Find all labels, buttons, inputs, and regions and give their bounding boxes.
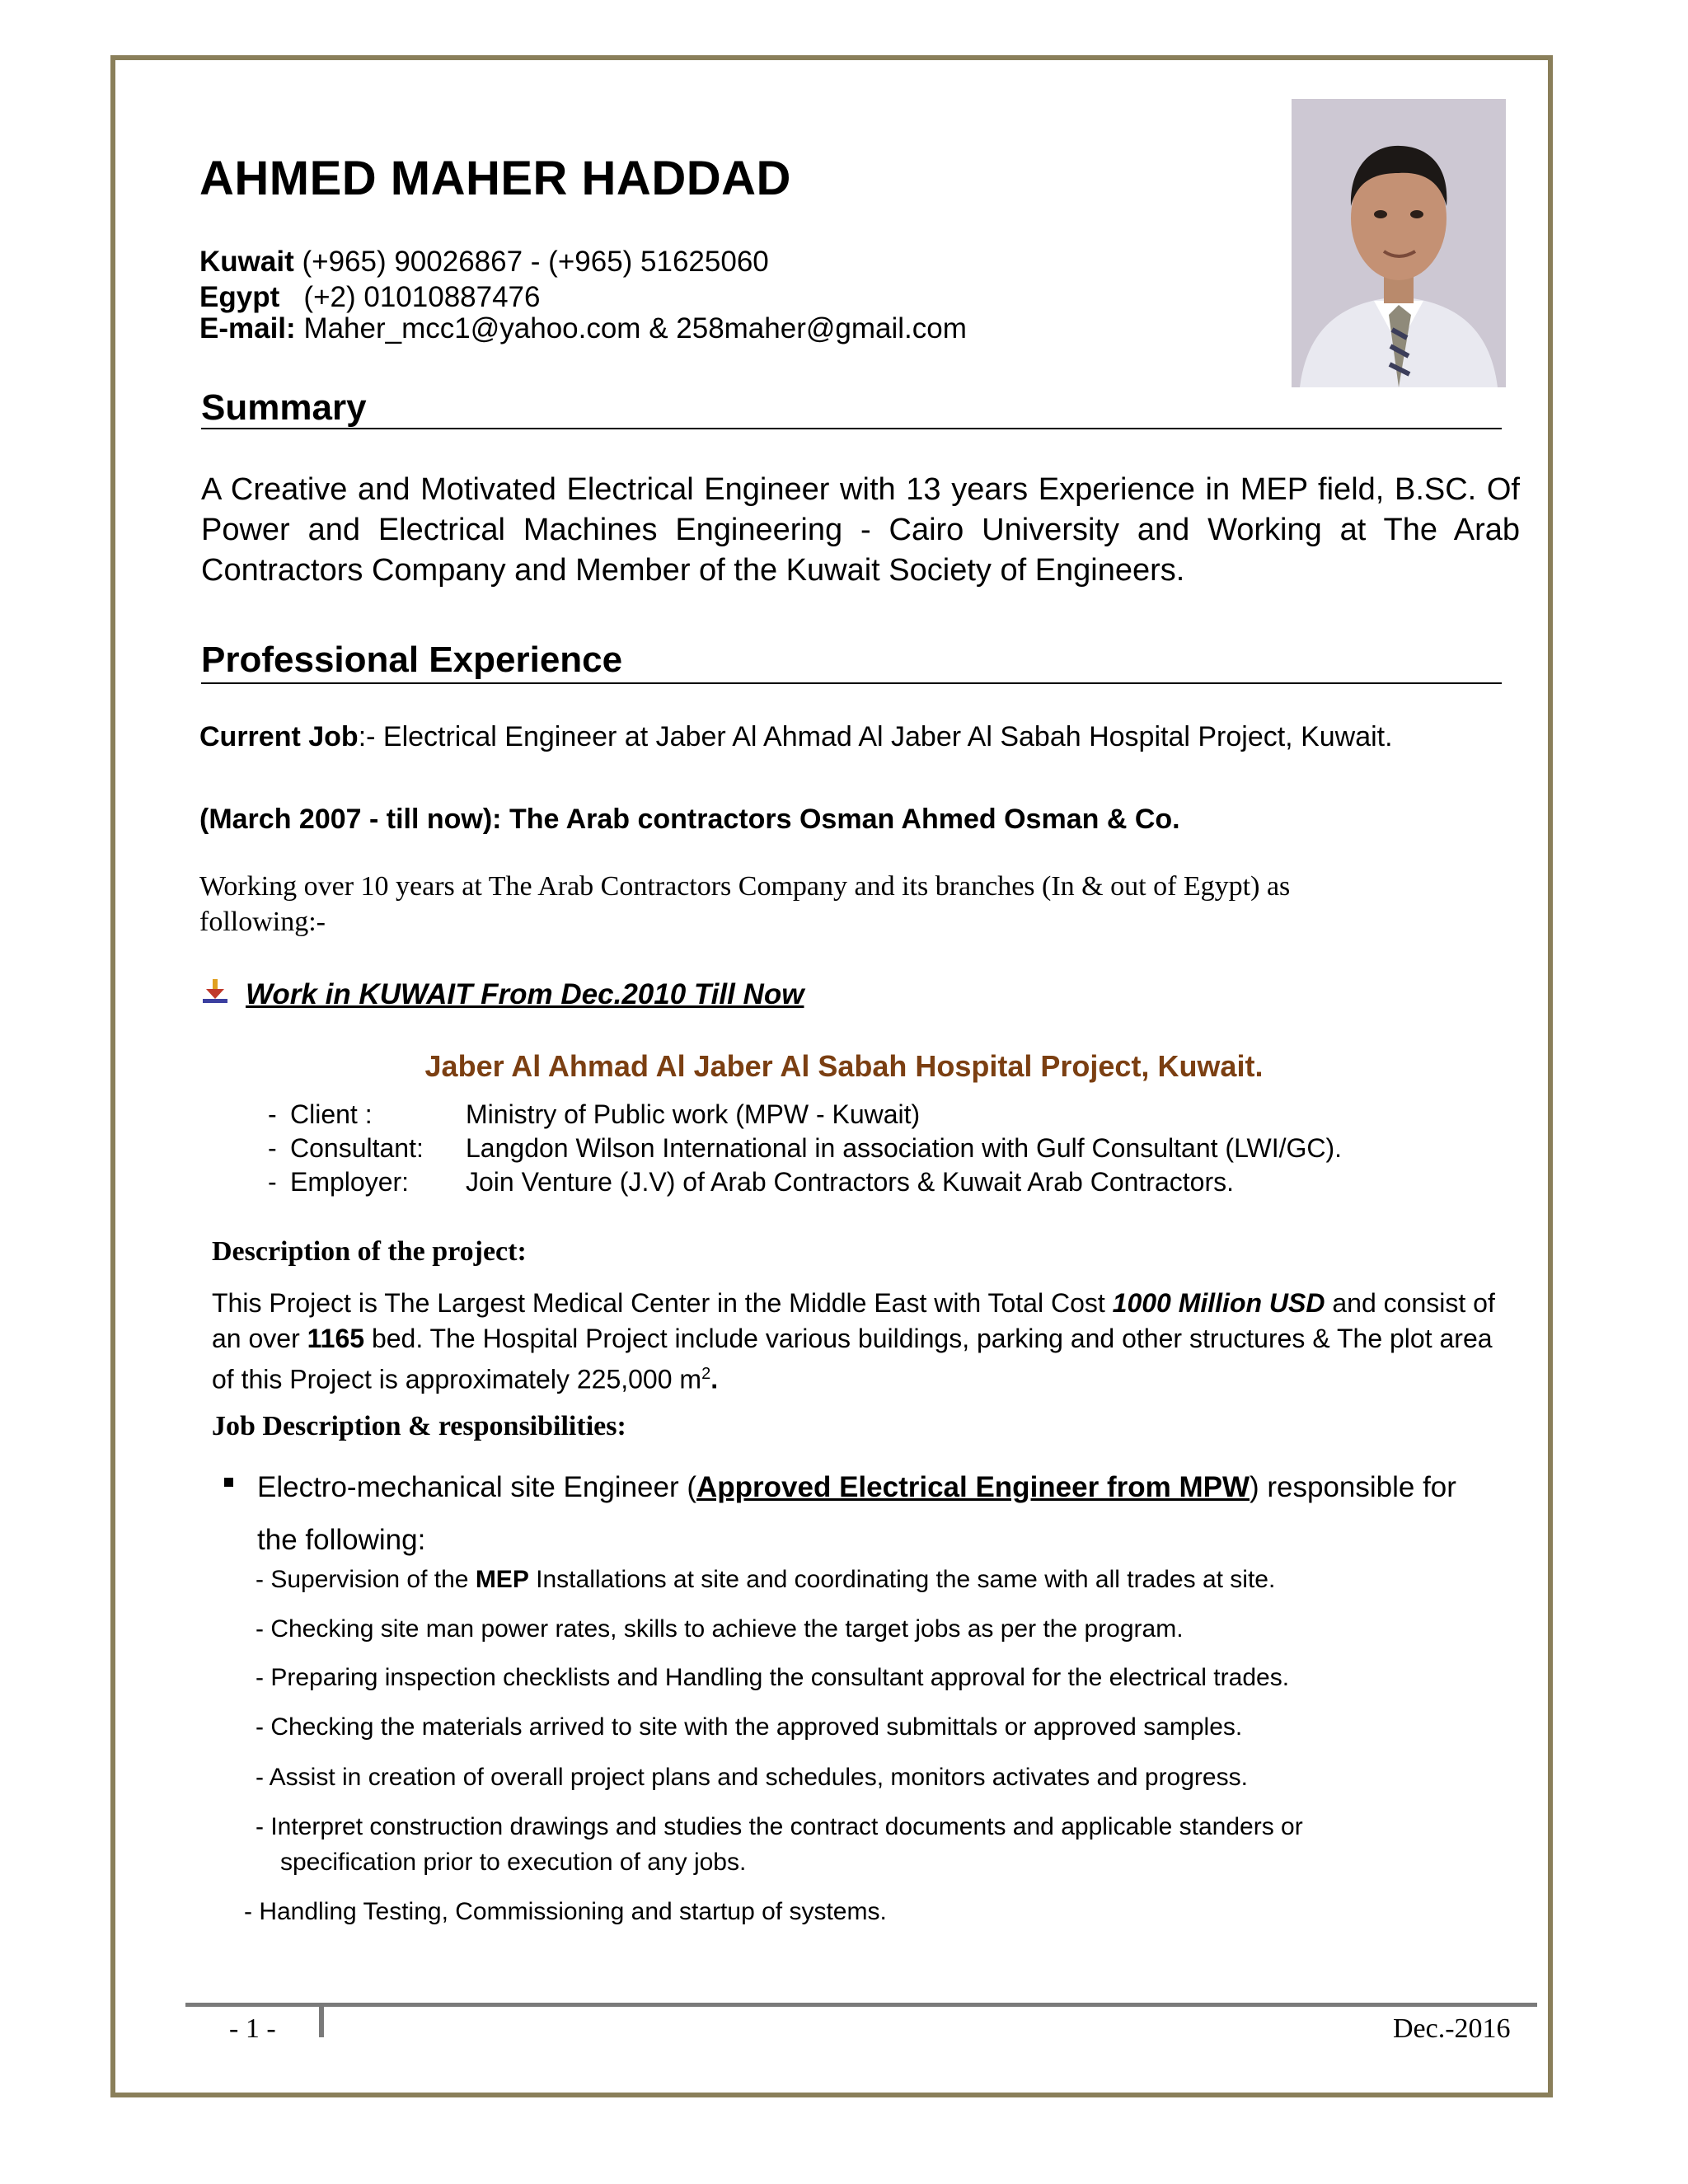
square-bullet-icon — [224, 1478, 233, 1487]
detail-label-employer: Employer: — [290, 1167, 410, 1197]
arrow-down-icon — [203, 979, 227, 1004]
document-date: Dec.-2016 — [1393, 2013, 1511, 2044]
detail-dash: - — [268, 1167, 277, 1197]
email-value: Maher_mcc1@yahoo.com & 258maher@gmail.com — [303, 312, 967, 344]
current-job — [199, 721, 1393, 753]
project-title: Jaber Al Ahmad Al Jaber Al Sabah Hospital Project, Kuwait. — [424, 1049, 1264, 1083]
current-job-text: :- Electrical Engineer at Jaber Al Ahmad Al Jaber Al Sabah Hospital Project, Kuwait. — [358, 721, 1393, 752]
summary-title: Summary — [201, 387, 367, 428]
email-contact — [199, 312, 967, 345]
responsibility-text: - Supervision of the — [256, 1566, 476, 1593]
description-cost: 1000 Million USD — [1112, 1288, 1325, 1318]
responsibility-item: - Handling Testing, Commissioning and startup of systems. — [244, 1898, 887, 1925]
egypt-phone: (+2) 01010887476 — [303, 281, 541, 313]
kuwait-label: Kuwait — [199, 246, 294, 278]
description-part: bed. The Hospital Project include various buildings, parking and other structures & The plot area of this Project is approximately 225,000 m — [212, 1324, 1493, 1394]
main-responsibility-part: Electro-mechanical site Engineer ( — [257, 1471, 697, 1503]
main-responsibility-part: ) responsible for the following: — [257, 1471, 1456, 1556]
experience-divider — [201, 682, 1502, 684]
portrait-image — [1292, 99, 1506, 387]
egypt-contact — [199, 281, 540, 314]
page-number: - 1 - — [229, 2013, 276, 2044]
responsibility-item — [256, 1566, 1275, 1594]
kuwait-phones: (+965) 90026867 - (+965) 51625060 — [302, 246, 769, 278]
responsibility-item: - Checking site man power rates, skills to achieve the target jobs as per the program. — [256, 1615, 1184, 1643]
main-responsibility — [257, 1461, 1502, 1567]
detail-value-consultant: Langdon Wilson International in association with Gulf Consultant (LWI/GC). — [466, 1133, 1343, 1163]
summary-divider — [201, 428, 1502, 429]
footer-separator — [319, 2004, 324, 2037]
detail-dash: - — [268, 1099, 277, 1129]
footer-divider — [185, 2003, 1537, 2007]
responsibility-item: - Assist in creation of overall project plans and schedules, monitors activates and progress. — [256, 1764, 1248, 1791]
responsibility-item: - Interpret construction drawings and studies the contract documents and applicable standers or — [256, 1813, 1303, 1840]
employment-period: (March 2007 - till now): The Arab contractors Osman Ahmed Osman & Co. — [199, 804, 1180, 835]
profile-photo — [1292, 99, 1506, 387]
detail-value-employer: Join Venture (J.V) of Arab Contractors & Kuwait Arab Contractors. — [466, 1167, 1234, 1197]
email-label: E-mail: — [199, 312, 296, 344]
description-part: This Project is The Largest Medical Center in the Middle East with Total Cost — [212, 1288, 1113, 1318]
egypt-label: Egypt — [199, 281, 280, 313]
intro-line-1: Working over 10 years at The Arab Contractors Company and its branches (In & out of Egypt) as — [199, 871, 1291, 902]
detail-dash: - — [268, 1133, 277, 1163]
responsibility-text: Installations at site and coordinating the same with all trades at site. — [528, 1566, 1276, 1593]
experience-title: Professional Experience — [201, 640, 623, 680]
detail-label-consultant: Consultant: — [290, 1133, 424, 1163]
description-part: and consist of an over — [212, 1288, 1495, 1353]
candidate-name: AHMED MAHER HADDAD — [199, 152, 791, 205]
summary-text: A Creative and Motivated Electrical Engineer with 13 years Experience in MEP field, B.SC. Of Power and Electrical Machines Engineering - Cairo University and Working at The Arab Contractors Company and Member of the Kuwait Society of Engineers. — [201, 472, 1520, 588]
detail-value-client: Ministry of Public work (MPW - Kuwait) — [466, 1099, 921, 1129]
description-heading: Description of the project: — [212, 1236, 527, 1267]
detail-label-client: Client : — [290, 1099, 373, 1129]
responsibility-item: - Preparing inspection checklists and Handling the consultant approval for the electrical trades. — [256, 1664, 1290, 1691]
intro-line-2: following:- — [199, 907, 326, 937]
responsibility-item-continued: specification prior to execution of any jobs. — [280, 1849, 747, 1876]
description-beds: 1165 — [307, 1324, 365, 1353]
job-description-heading: Job Description & responsibilities: — [212, 1411, 626, 1441]
current-job-label: Current Job — [199, 721, 359, 752]
responsibility-item: - Checking the materials arrived to site with the approved submittals or approved samples. — [256, 1713, 1243, 1741]
project-description — [212, 1286, 1498, 1398]
responsibility-bold: MEP — [475, 1566, 529, 1593]
description-part: . — [710, 1364, 719, 1394]
approved-engineer-title: Approved Electrical Engineer from MPW — [696, 1471, 1250, 1503]
work-location-heading: Work in KUWAIT From Dec.2010 Till Now — [246, 978, 804, 1010]
kuwait-contact — [199, 246, 769, 279]
description-superscript: 2 — [701, 1365, 711, 1383]
